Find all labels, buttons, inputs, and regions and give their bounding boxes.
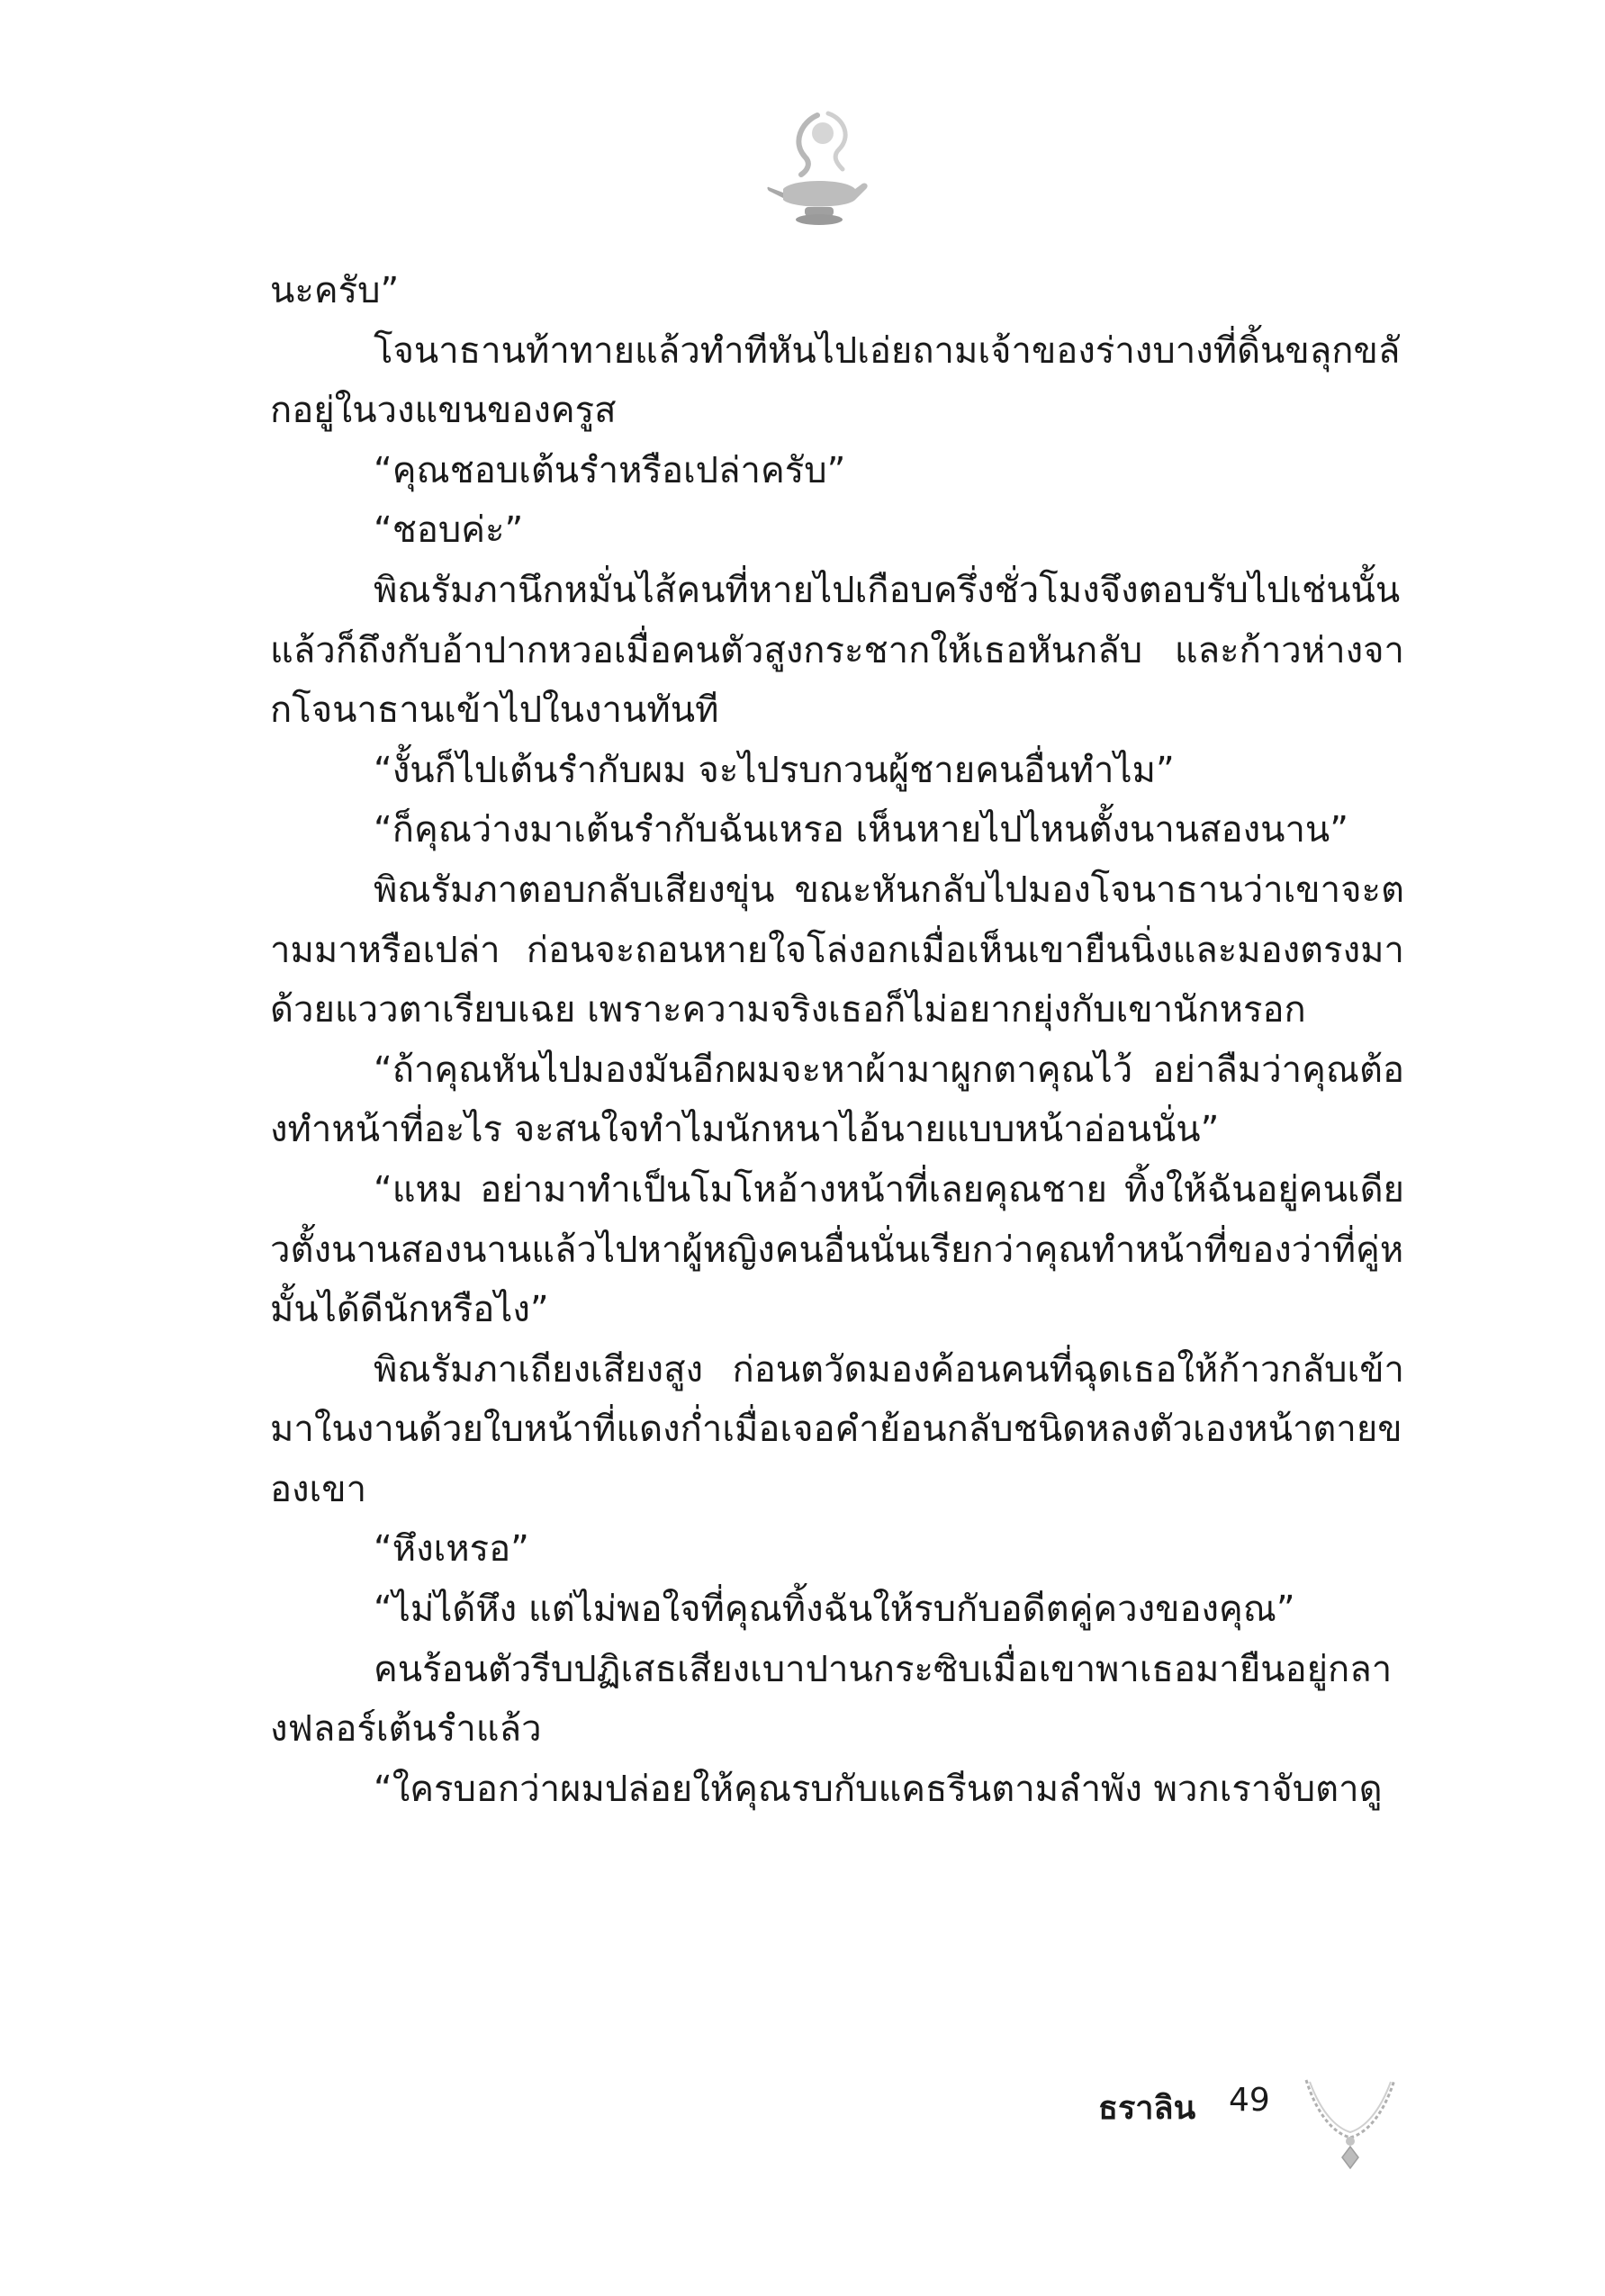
paragraph: “ถ้าคุณหันไปมองมันอีกผมจะหาผ้ามาผูกตาคุณไว้ อย่าลืมว่าคุณต้องทำหน้าที่อะไร จะสนใจทำไมนักหนาไอ้นายแบบหน้าอ่อนนั่น” xyxy=(270,1049,1404,1151)
paragraph: “หึงเหรอ” xyxy=(374,1528,529,1571)
paragraph: “ใครบอกว่าผมปล่อยให้คุณรบกับแคธรีนตามลำพัง พวกเราจับตาดู xyxy=(374,1768,1383,1810)
paragraph: คนร้อนตัวรีบปฏิเสธเสียงเบาปานกระซิบเมื่อเขาพาเธอมายืนอยู่กลางฟลอร์เต้นรำแล้ว xyxy=(270,1648,1393,1751)
paragraph: “ก็คุณว่างมาเต้นรำกับฉันเหรอ เห็นหายไปไหนตั้งนานสองนาน” xyxy=(374,809,1348,851)
paragraph: “ไม่ได้หึง แต่ไม่พอใจที่คุณทิ้งฉันให้รบกับอดีตคู่ควงของคุณ” xyxy=(374,1589,1295,1631)
paragraph: โจนาธานท้าทายแล้วทำทีหันไปเอ่ยถามเจ้าของร่างบางที่ดิ้นขลุกขลักอยู่ในวงแขนของครูส xyxy=(270,329,1401,432)
genie-lamp-icon xyxy=(765,106,873,232)
chapter-text xyxy=(270,261,1404,1819)
page-footer xyxy=(1098,2075,1395,2147)
pendant-necklace-icon xyxy=(1301,2075,1400,2174)
page-number: 49 xyxy=(1229,2082,1270,2119)
paragraph: “ชอบค่ะ” xyxy=(374,509,524,552)
paragraph: นะครับ” xyxy=(270,270,400,311)
paragraph: พิณรัมภาเถียงเสียงสูง ก่อนตวัดมองค้อนคนที่ฉุดเธอให้ก้าวกลับเข้ามาในงานด้วยใบหน้าที่แดงก่ำเมื่อเจอคำย้อนกลับชนิดหลงตัวเองหน้าตายของเขา xyxy=(270,1348,1404,1510)
paragraph: “แหม อย่ามาทำเป็นโมโหอ้างหน้าที่เลยคุณชาย ทิ้งให้ฉันอยู่คนเดียวตั้งนานสองนานแล้วไปหาผู้หญิงคนอื่นนั่นเรียกว่าคุณทำหน้าที่ของว่าที่คู่หมั้นได้ดีนักหรือไง” xyxy=(270,1168,1404,1331)
paragraph: พิณรัมภานึกหมั่นไส้คนที่หายไปเกือบครึ่งชั่วโมงจึงตอบรับไปเช่นนั้น แล้วก็ถึงกับอ้าปากหวอเมื่อคนตัวสูงกระชากให้เธอหันกลับ และก้าวห่างจากโจนาธานเข้าไปในงานทันที xyxy=(270,569,1404,732)
paragraph: “คุณชอบเต้นรำหรือเปล่าครับ” xyxy=(374,449,846,491)
paragraph: พิณรัมภาตอบกลับเสียงขุ่น ขณะหันกลับไปมองโจนาธานว่าเขาจะตามมาหรือเปล่า ก่อนจะถอนหายใจโล่งอกเมื่อเห็นเขายืนนิ่งและมองตรงมาด้วยแววตาเรียบเฉย เพราะความจริงเธอก็ไม่อยากยุ่งกับเขานักหรอก xyxy=(270,869,1404,1031)
paragraph: “งั้นก็ไปเต้นรำกับผม จะไปรบกวนผู้ชายคนอื่นทำไม” xyxy=(374,749,1175,791)
footer-author: ธราลิน xyxy=(1098,2090,1196,2127)
